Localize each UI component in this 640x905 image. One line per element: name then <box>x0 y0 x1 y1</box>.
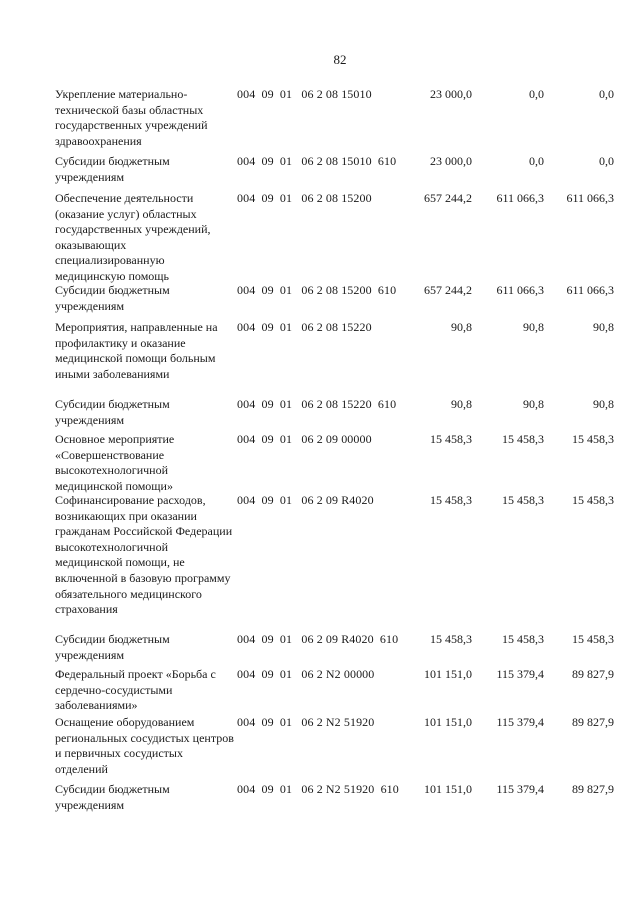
row-code: 004 09 01 06 2 08 15010 <box>237 87 372 101</box>
row-value-3: 611 066,3 <box>566 283 614 297</box>
row-value-1: 657 244,2 <box>424 283 472 297</box>
row-name: Субсидии бюджетным учреждениям <box>55 782 170 812</box>
row-value-2: 0,0 <box>529 154 544 168</box>
row-value-2: 15 458,3 <box>502 493 544 507</box>
row-value-3: 90,8 <box>593 320 614 334</box>
row-value-2: 15 458,3 <box>502 632 544 646</box>
row-value-2: 90,8 <box>523 397 544 411</box>
row-name: Мероприятия, направленные на профилактику и оказание медицинской помощи больным иными заболеваниями <box>55 320 218 381</box>
page-number: 82 <box>333 52 347 67</box>
row-value-3: 90,8 <box>593 397 614 411</box>
row-value-3: 0,0 <box>599 87 614 101</box>
row-name: Субсидии бюджетным учреждениям <box>55 154 170 184</box>
row-value-1: 23 000,0 <box>430 154 472 168</box>
row-value-3: 611 066,3 <box>566 191 614 205</box>
row-value-3: 15 458,3 <box>572 432 614 446</box>
row-code: 004 09 01 06 2 09 R4020 <box>237 493 374 507</box>
row-value-1: 15 458,3 <box>430 432 472 446</box>
row-value-2: 115 379,4 <box>496 715 544 729</box>
row-value-1: 101 151,0 <box>424 667 472 681</box>
row-value-3: 0,0 <box>599 154 614 168</box>
row-value-3: 15 458,3 <box>572 632 614 646</box>
row-value-1: 101 151,0 <box>424 782 472 796</box>
row-value-1: 15 458,3 <box>430 493 472 507</box>
row-value-3: 15 458,3 <box>572 493 614 507</box>
row-code: 004 09 01 06 2 09 00000 <box>237 432 372 446</box>
row-code: 004 09 01 06 2 09 R4020 610 <box>237 632 399 646</box>
row-value-2: 0,0 <box>529 87 544 101</box>
row-value-2: 611 066,3 <box>496 191 544 205</box>
row-name: Основное мероприятие «Совершенствование высокотехнологичной медицинской помощи» <box>55 432 175 493</box>
row-value-2: 115 379,4 <box>496 667 544 681</box>
row-value-3: 89 827,9 <box>572 715 614 729</box>
row-value-1: 15 458,3 <box>430 632 472 646</box>
row-name: Федеральный проект «Борьба с сердечно-сосудистыми заболеваниями» <box>55 667 216 713</box>
row-value-3: 89 827,9 <box>572 782 614 796</box>
row-name: Субсидии бюджетным учреждениям <box>55 397 170 427</box>
row-value-2: 90,8 <box>523 320 544 334</box>
row-value-1: 90,8 <box>451 320 472 334</box>
row-code: 004 09 01 06 2 N2 00000 <box>237 667 375 681</box>
row-value-2: 611 066,3 <box>496 283 544 297</box>
row-code: 004 09 01 06 2 08 15010 610 <box>237 154 397 168</box>
row-name: Субсидии бюджетным учреждениям <box>55 283 170 313</box>
row-name: Софинансирование расходов, возникающих при оказании гражданам Российской Федерации высокотехнологичной медицинской помощи, не включенной в базовую программу обязательного медицинского страхования <box>55 493 233 617</box>
row-name: Оснащение оборудованием региональных сосудистых центров и первичных сосудистых отделений <box>55 715 234 776</box>
row-name: Укрепление материально-технической базы областных государственных учреждений здравоохранения <box>55 87 208 148</box>
row-code: 004 09 01 06 2 08 15220 <box>237 320 372 334</box>
row-value-1: 657 244,2 <box>424 191 472 205</box>
row-code: 004 09 01 06 2 N2 51920 <box>237 715 375 729</box>
row-value-1: 90,8 <box>451 397 472 411</box>
row-value-1: 23 000,0 <box>430 87 472 101</box>
row-value-2: 115 379,4 <box>496 782 544 796</box>
row-name: Субсидии бюджетным учреждениям <box>55 632 170 662</box>
row-code: 004 09 01 06 2 08 15200 <box>237 191 372 205</box>
row-value-1: 101 151,0 <box>424 715 472 729</box>
row-value-2: 15 458,3 <box>502 432 544 446</box>
row-code: 004 09 01 06 2 08 15200 610 <box>237 283 397 297</box>
row-code: 004 09 01 06 2 08 15220 610 <box>237 397 397 411</box>
row-code: 004 09 01 06 2 N2 51920 610 <box>237 782 399 796</box>
row-value-3: 89 827,9 <box>572 667 614 681</box>
row-name: Обеспечение деятельности (оказание услуг) областных государственных учреждений, оказывающих специализированную медицинскую помощь <box>55 191 211 283</box>
